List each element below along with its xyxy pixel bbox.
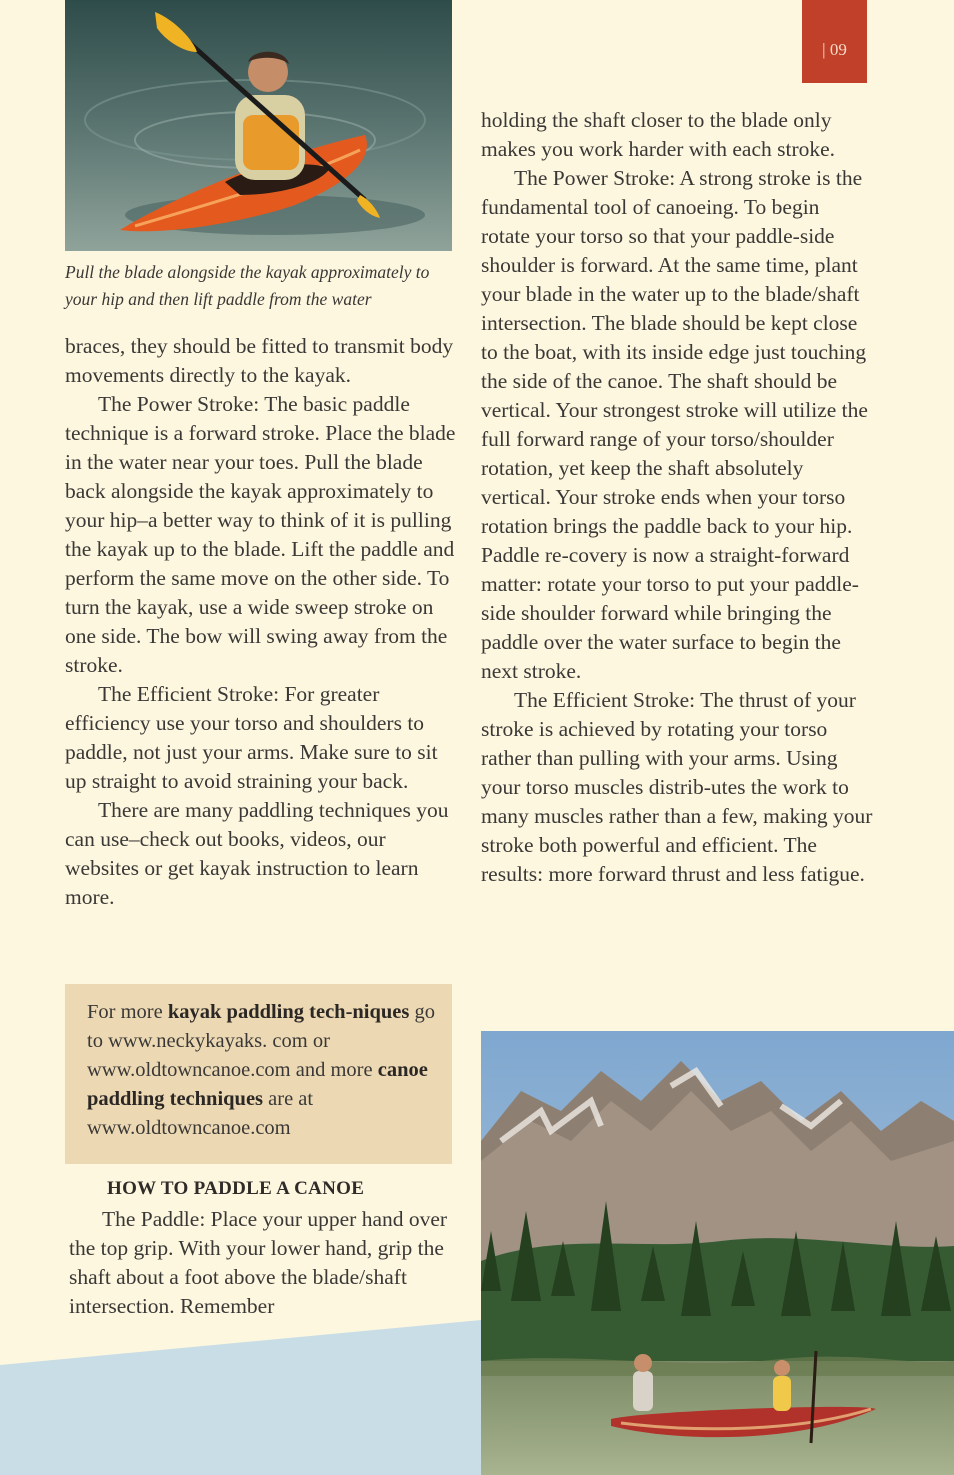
callout-text: For more — [87, 1001, 168, 1023]
canoe-paragraph: The Paddle: Place your upper hand over the top grip. With your lower hand, grip the shaft about a foot above the blade/shaft intersection. Remember — [69, 1207, 448, 1318]
callout-keyword: canoe paddling techniques — [87, 1059, 428, 1110]
right-paragraph: holding the shaft closer to the blade only makes you work harder with each stroke. — [481, 108, 836, 161]
callout-text: are at www.oldtowncanoe.com — [87, 1088, 314, 1139]
right-paragraph: The Efficient Stroke: The thrust of your stroke is achieved by rotating your torso rather than pulling with your arms. Using your torso muscles distrib-utes the work to many muscles rather than a few, making your stroke both powerful and efficient. The results: more forward thrust and less fatigue. — [481, 688, 873, 886]
resources-callout-box — [65, 984, 452, 1164]
left-column — [65, 332, 457, 912]
canoe-lake-photo — [481, 1031, 954, 1475]
right-paragraph: The Power Stroke: A strong stroke is the fundamental tool of canoeing. To begin rotate your torso so that your paddle-side shoulder is forward. At the same time, plant your blade in the water up to the blade/shaft intersection. The blade should be kept close to the boat, with its inside edge just touching the side of the canoe. The shaft should be vertical. Your strongest stroke will utilize the full forward range of your torso/shoulder rotation, yet keep the shaft absolutely vertical. Your stroke ends when your torso rotation brings the paddle back to your hip. Paddle re-covery is now a straight-forward matter: rotate your torso to put your paddle-side shoulder forward while bringing the paddle over the water surface to begin the next stroke. — [481, 166, 868, 683]
left-paragraph: The Power Stroke: The basic paddle technique is a forward stroke. Place the blade in the water near your toes. Pull the blade back alongside the kayak approximately to your hip–a better way to think of it is pulling the kayak up to the blade. Lift the paddle and perform the same move on the other side. To turn the kayak, use a wide sweep stroke on one side. The bow will swing away from the stroke. — [65, 392, 456, 677]
callout-keyword: kayak paddling tech-niques — [167, 1001, 410, 1023]
left-paragraph: braces, they should be fitted to transmit body movements directly to the kayak. — [65, 334, 454, 387]
left-paragraph: The Efficient Stroke: For greater efficiency use your torso and shoulders to paddle, not just your arms. Make sure to sit up straight to avoid straining your back. — [65, 682, 438, 793]
canoe-section-heading: HOW TO PADDLE A CANOE — [107, 1178, 365, 1199]
page-number: | 09 — [822, 40, 847, 59]
kayak-photo-caption: Pull the blade alongside the kayak approximately to your hip and then lift paddle from the water — [65, 262, 430, 309]
callout-text: go to www.neckykayaks. com or www.oldtowncanoe.com and more — [87, 1001, 436, 1081]
kayak-photo — [65, 0, 452, 251]
canoe-section-body — [69, 1205, 461, 1321]
left-paragraph: There are many paddling techniques you can use–check out books, videos, our websites or get kayak instruction to learn more. — [65, 798, 449, 909]
right-column — [481, 106, 873, 889]
page-number-tab — [802, 0, 867, 83]
